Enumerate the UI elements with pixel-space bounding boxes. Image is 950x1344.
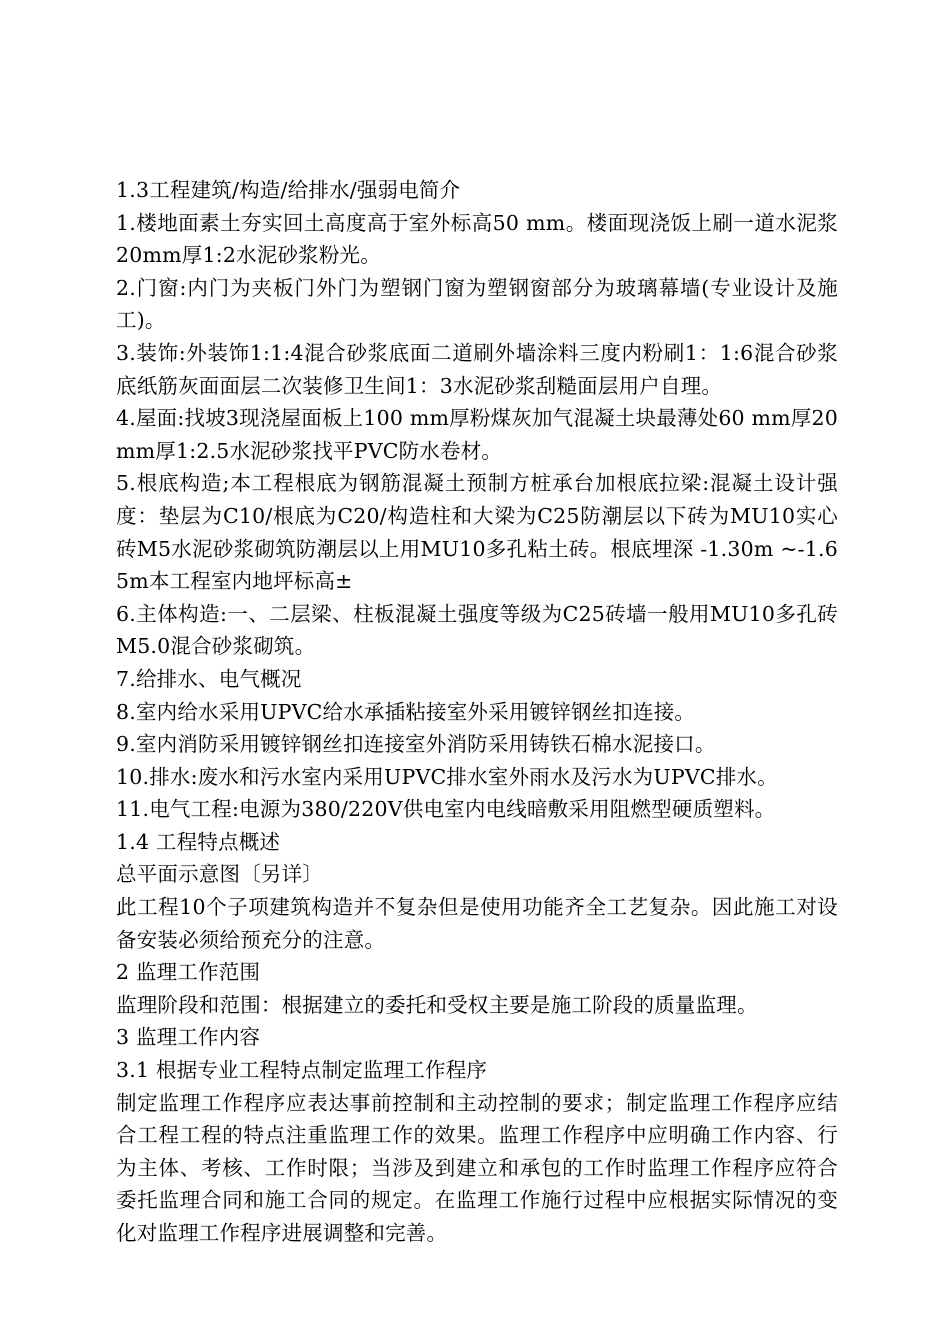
section-heading-3-1: 3.1 根据专业工程特点制定监理工作程序 xyxy=(116,1058,488,1083)
paragraph-doors-windows: 2.门窗:内门为夹板门外门为塑钢门窗为塑钢窗部分为玻璃幕墙(专业设计及施工)。 xyxy=(116,275,838,333)
section-heading-1-4: 1.4 工程特点概述 xyxy=(116,829,281,854)
paragraph-foundation: 5.根底构造;本工程根底为钢筋混凝土预制方桩承台加根底拉梁:混凝土设计强度：垫层为C10/根底为C20/构造柱和大梁为C25防潮层以下砖为MU10实心砖M5水泥砂浆砌筑防潮层以上用MU10多孔粘土砖。根底埋深 -1.30m ~-1.65m本工程室内地坪标高± xyxy=(116,471,838,594)
paragraph-floor: 1.楼地面素土夯实回土高度高于室外标高50 mm。楼面现浇饭上刷一道水泥浆20mm厚1:2水泥砂浆粉光。 xyxy=(116,210,838,268)
paragraph-roof: 4.屋面:找坡3现浇屋面板上100 mm厚粉煤灰加气混凝土块最薄处60 mm厚20 mm厚1:2.5水泥砂浆找平PVC防水卷材。 xyxy=(116,406,838,463)
paragraph-decoration: 3.装饰:外装饰1:1:4混合砂浆底面二道刷外墙涂料三度内粉刷1：1:6混合砂浆底纸筋灰面面层二次装修卫生间1：3水泥砂浆刮糙面层用户自理。 xyxy=(116,340,838,398)
paragraph-supervision-procedure: 制定监理工作程序应表达事前控制和主动控制的要求；制定监理工作程序应结合工程工程的特点注重监理工作的效果。监理工作程序中应明确工作内容、行为主体、考核、工作时限；当涉及到建立和承包的工作时监理工作程序应符合委托监理合同和施工合同的规定。在监理工作施行过程中应根据实际情况的变化对监理工作程序进展调整和完善。 xyxy=(116,1090,838,1245)
section-heading-1-3: 1.3工程建筑/构造/给排水/强弱电简介 xyxy=(116,178,461,202)
section-heading-3: 3 监理工作内容 xyxy=(116,1025,261,1050)
document-body xyxy=(116,174,838,1250)
paragraph-fire-protection: 9.室内消防采用镀锌钢丝扣连接室外消防采用铸铁石棉水泥接口。 xyxy=(116,732,716,757)
paragraph-main-structure: 6.主体构造:一、二层梁、柱板混凝土强度等级为C25砖墙一般用MU10多孔砖M5.0混合砂浆砌筑。 xyxy=(116,601,838,659)
paragraph-water-supply: 8.室内给水采用UPVC给水承插粘接室外采用镀锌钢丝扣连接。 xyxy=(116,699,696,724)
paragraph-project-features: 此工程10个子项建筑构造并不复杂但是使用功能齐全工艺复杂。因此施工对设备安装必须给预充分的注意。 xyxy=(116,895,838,952)
section-heading-2: 2 监理工作范围 xyxy=(116,960,261,985)
paragraph-electrical: 11.电气工程:电源为380/220V供电室内电线暗敷采用阻燃型硬质塑料。 xyxy=(116,797,776,822)
paragraph-drainage: 10.排水:废水和污水室内采用UPVC排水室外雨水及污水为UPVC排水。 xyxy=(116,764,778,789)
paragraph-supervision-scope: 监理阶段和范围：根据建立的委托和受权主要是施工阶段的质量监理。 xyxy=(116,992,758,1017)
paragraph-water-electric-overview: 7.给排水、电气概况 xyxy=(116,666,302,691)
paragraph-site-plan: 总平面示意图〔另详〕 xyxy=(116,862,323,887)
